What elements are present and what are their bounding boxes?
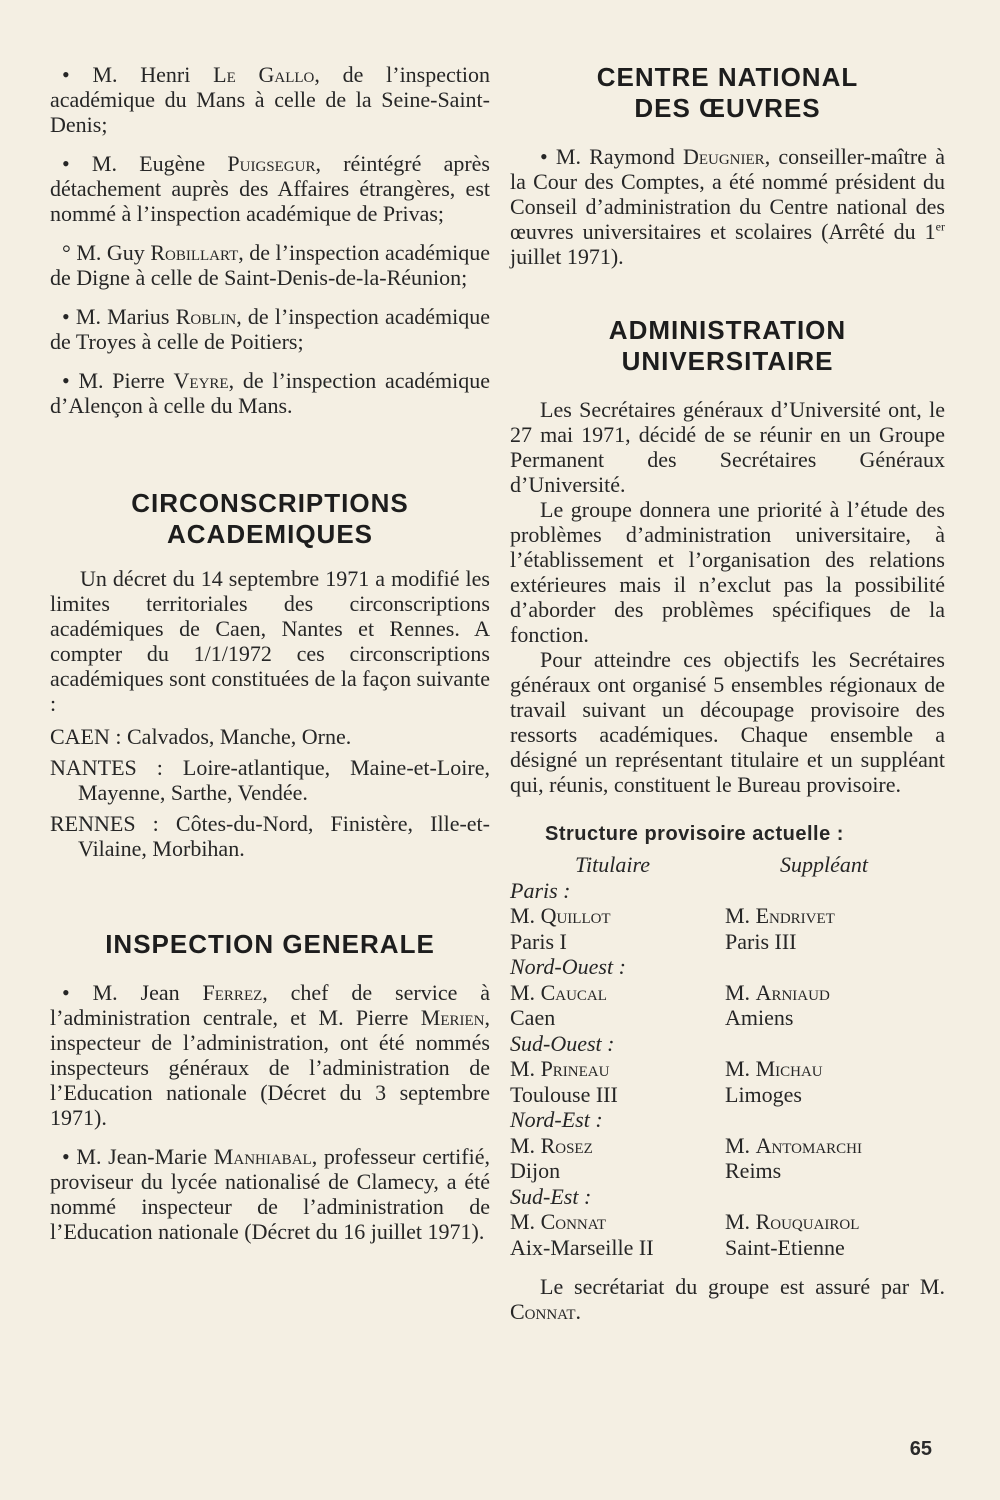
suppleant-place: Limoges: [725, 1081, 802, 1107]
closing-paragraph: Le secrétariat du groupe est assuré par M. Connat.: [510, 1274, 945, 1324]
person-name: Manhiabal: [213, 1144, 312, 1169]
appointments-list: [50, 62, 490, 418]
titulaire-place: Toulouse III: [510, 1081, 618, 1107]
person-name: Ferrez: [202, 980, 263, 1005]
section-title-centre-national: CENTRE NATIONAL DES ŒUVRES: [596, 62, 859, 123]
titulaire-place: Paris I: [510, 928, 567, 954]
table-row: [510, 1005, 945, 1031]
person-name: Le Gallo: [213, 62, 315, 87]
titulaire-name: Prineau: [540, 1056, 610, 1081]
suppleant-name: Michau: [755, 1056, 823, 1081]
region-block: [510, 878, 945, 955]
suppleant-place: Reims: [725, 1158, 782, 1183]
region-block: [510, 1031, 945, 1108]
region-name: Paris :: [510, 877, 571, 903]
structure-title: Structure provisoire actuelle :: [545, 823, 844, 845]
titulaire-name: Caucal: [540, 979, 607, 1005]
appointment-item: • M. Henri Le Gallo, de l’inspection académique du Mans à celle de la Seine-Saint-Denis;: [50, 62, 490, 137]
person-name: Connat: [510, 1299, 576, 1324]
administration-paragraph: Les Secrétaires généraux d’Université ont, le 27 mai 1971, décidé de se réunir en un Groupe Permanent des Secrétaires Généraux d’Université.: [510, 397, 945, 497]
titulaire-place: Dijon: [510, 1158, 561, 1183]
table-row: M. Quillot M. Endrivet: [510, 903, 835, 928]
titulaire-name: Rosez: [540, 1132, 593, 1158]
region-name: Sud-Ouest :: [510, 1030, 615, 1056]
region-name: Nord-Ouest :: [510, 954, 626, 979]
region-block: [510, 1184, 945, 1261]
inspection-item: • M. Jean Ferrez, chef de service à l’administration centrale, et M. Pierre Merien, inspecteur de l’administration, ont été nommés inspecteurs généraux de l’administration de l’Education nationale (Décret du 3 septembre 1971).: [50, 980, 490, 1130]
section-title-administration: ADMINISTRATION UNIVERSITAIRE: [608, 315, 847, 376]
circonscriptions-intro: Un décret du 14 septembre 1971 a modifié les limites territoriales des circonscriptions académiques de Caen, Nantes et Rennes. A compter du 1/1/1972 ces circonscriptions académiques sont constituées de la façon suivante :: [50, 566, 490, 716]
titulaire-place: Caen: [510, 1005, 556, 1030]
region-name: Sud-Est :: [510, 1183, 592, 1209]
table-row: M. Connat M. Rouquairol: [510, 1209, 860, 1234]
circonscription-entry: RENNES : Côtes-du-Nord, Finistère, Ille-et-Vilaine, Morbihan.: [50, 811, 490, 861]
left-column: [50, 62, 490, 1258]
section-title-circonscriptions: CIRCONSCRIPTIONS ACADEMIQUES: [131, 488, 409, 549]
person-name: Deugnier: [682, 144, 765, 169]
person-name: Merien: [420, 1005, 485, 1030]
circonscription-entry: NANTES : Loire-atlantique, Maine-et-Loire, Mayenne, Sarthe, Vendée.: [50, 755, 490, 805]
suppleant-place: Amiens: [725, 1005, 794, 1030]
table-row: [510, 1082, 945, 1108]
region-name: Nord-Est :: [510, 1107, 603, 1132]
titulaire-place: Aix-Marseille II: [510, 1234, 654, 1260]
appointment-item: • M. Marius Roblin, de l’inspection académique de Troyes à celle de Poitiers;: [50, 304, 490, 354]
region-block: [510, 1107, 945, 1184]
appointment-item: ° M. Guy Robillart, de l’inspection académique de Digne à celle de Saint-Denis-de-la-Réunion;: [50, 240, 490, 290]
table-row: M. Rosez M. Antomarchi: [510, 1132, 863, 1158]
column-header-suppleant: Suppléant: [780, 852, 868, 877]
structure-table: [510, 852, 945, 1260]
region-block: [510, 954, 945, 1031]
suppleant-name: Arniaud: [755, 979, 830, 1005]
table-row: M. Prineau M. Michau: [510, 1056, 823, 1081]
person-name: Robillart: [150, 240, 239, 265]
table-row: [510, 1158, 945, 1184]
page-number: 65: [909, 1438, 932, 1460]
suppleant-place: Saint-Etienne: [725, 1234, 845, 1260]
inspection-item: • M. Jean-Marie Manhiabal, professeur certifié, proviseur du lycée nationalisé de Clamecy, a été nommé inspecteur de l’administration de l’Education nationale (Décret du 16 juillet 1971).: [50, 1144, 490, 1244]
suppleant-name: Antomarchi: [755, 1132, 863, 1158]
administration-paragraph: Pour atteindre ces objectifs les Secrétaires généraux ont organisé 5 ensembles régionaux de travail suivant un découpage provisoire des ressorts académiques. Chaque ensemble a désigné un représentant titulaire et un suppléant qui, réunis, constituent le Bureau provisoire.: [510, 647, 945, 797]
table-row: [510, 929, 945, 955]
circonscription-entry: CAEN : Calvados, Manche, Orne.: [50, 724, 352, 749]
right-column: [510, 62, 945, 1324]
titulaire-name: Connat: [540, 1209, 607, 1234]
administration-paragraph: Le groupe donnera une priorité à l’étude des problèmes d’administration universitaire, à l’établissement et l’organisation des relations extérieures mais il n’exclut pas la possibilité d’aborder des problèmes spécifiques de la fonction.: [510, 497, 945, 647]
appointment-item: • M. Eugène Puigsegur, réintégré après détachement auprès des Affaires étrangères, est nommé à l’inspection académique de Privas;: [50, 151, 490, 226]
table-row: M. Caucal M. Arniaud: [510, 979, 830, 1005]
table-row: [510, 1235, 945, 1261]
appointment-item: • M. Pierre Veyre, de l’inspection académique d’Alençon à celle du Mans.: [50, 368, 490, 418]
person-name: Veyre: [173, 368, 229, 393]
structure-table-header: [510, 852, 945, 878]
centre-national-paragraph: • M. Raymond Deugnier, conseiller-maître à la Cour des Comptes, a été nommé président du Conseil d’administration du Centre national des œuvres universitaires et scolaires (Arrêté du 1er juillet 1971).: [510, 144, 945, 269]
person-name: Puigsegur: [227, 151, 316, 176]
suppleant-place: Paris III: [725, 928, 797, 954]
titulaire-name: Quillot: [540, 903, 611, 928]
section-title-inspection: INSPECTION GENERALE: [105, 929, 435, 959]
column-header-titulaire: Titulaire: [575, 852, 650, 877]
suppleant-name: Endrivet: [755, 903, 835, 928]
person-name: Roblin: [175, 304, 237, 329]
suppleant-name: Rouquairol: [755, 1209, 860, 1234]
